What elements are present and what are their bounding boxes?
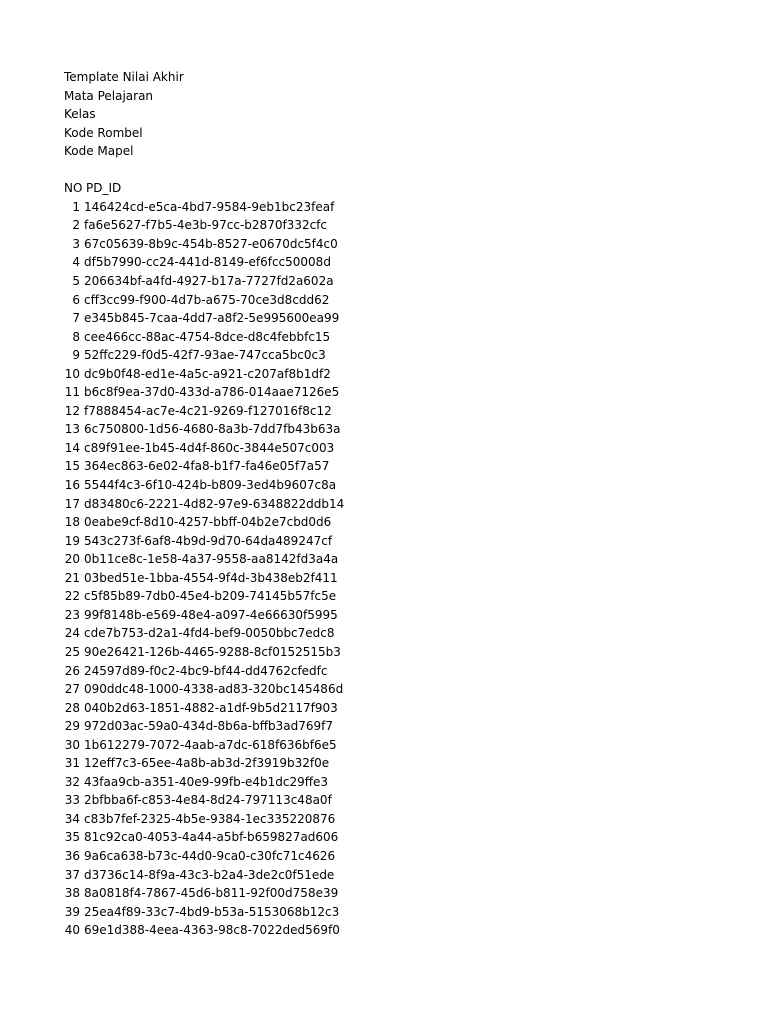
- row-number: 36: [64, 848, 80, 863]
- row-number: 12: [64, 403, 80, 418]
- row-pd-id: 1b612279-7072-4aab-a7dc-618f636bf6e5: [84, 737, 337, 752]
- column-header-pd-id: PD_ID: [86, 181, 122, 196]
- table-row: [64, 365, 744, 384]
- row-number: 13: [64, 422, 80, 437]
- row-number: 24: [64, 626, 80, 641]
- row-number: 2: [72, 218, 80, 233]
- table-row: [64, 680, 744, 699]
- row-pd-id: d83480c6-2221-4d82-97e9-6348822ddb14: [84, 496, 345, 511]
- table-row: [64, 662, 744, 681]
- row-pd-id: 24597d89-f0c2-4bc9-bf44-dd4762cfedfc: [84, 663, 328, 678]
- row-pd-id: 543c273f-6af8-4b9d-9d70-64da489247cf: [84, 533, 333, 548]
- row-pd-id: 90e26421-126b-4465-9288-8cf0152515b3: [84, 644, 341, 659]
- row-pd-id: fa6e5627-f7b5-4e3b-97cc-b2870f332cfc: [84, 218, 328, 233]
- row-number: 4: [72, 255, 80, 270]
- table-row: [64, 847, 744, 866]
- row-pd-id: 040b2d63-1851-4882-a1df-9b5d2117f903: [84, 700, 338, 715]
- document: [64, 68, 744, 940]
- row-number: 18: [64, 515, 80, 530]
- table-row: [64, 457, 744, 476]
- table-row: [64, 569, 744, 588]
- row-pd-id: cee466cc-88ac-4754-8dce-d8c4febbfc15: [84, 329, 331, 344]
- row-pd-id: c5f85b89-7db0-45e4-b209-74145b57fc5e: [84, 589, 337, 604]
- table-row: [64, 903, 744, 922]
- table-row: [64, 253, 744, 272]
- row-number: 23: [64, 607, 80, 622]
- table-row: [64, 420, 744, 439]
- row-pd-id: 03bed51e-1bba-4554-9f4d-3b438eb2f411: [84, 570, 338, 585]
- row-pd-id: 8a0818f4-7867-45d6-b811-92f00d758e39: [84, 886, 339, 901]
- row-number: 19: [64, 533, 80, 548]
- row-pd-id: 12eff7c3-65ee-4a8b-ab3d-2f3919b32f0e: [84, 756, 330, 771]
- row-number: 8: [72, 329, 80, 344]
- table-row: [64, 736, 744, 755]
- row-pd-id: 43faa9cb-a351-40e9-99fb-e4b1dc29ffe3: [84, 774, 329, 789]
- row-pd-id: f7888454-ac7e-4c21-9269-f127016f8c12: [84, 403, 332, 418]
- row-number: 27: [64, 682, 80, 697]
- blank-line: [64, 161, 744, 180]
- row-pd-id: 090ddc48-1000-4338-ad83-320bc145486d: [84, 682, 344, 697]
- table-row: [64, 884, 744, 903]
- table-row: [64, 532, 744, 551]
- row-pd-id: 69e1d388-4eea-4363-98c8-7022ded569f0: [84, 923, 340, 938]
- subject-code-label: Kode Mapel: [64, 144, 134, 159]
- table-row: [64, 235, 744, 254]
- table-row: [64, 402, 744, 421]
- row-number: 31: [64, 756, 80, 771]
- row-number: 22: [64, 589, 80, 604]
- table-row: [64, 921, 744, 940]
- row-pd-id: 2bfbba6f-c853-4e84-8d24-797113c48a0f: [84, 793, 332, 808]
- row-pd-id: b6c8f9ea-37d0-433d-a786-014aae7126e5: [84, 385, 340, 400]
- table-row: [64, 383, 744, 402]
- row-pd-id: cff3cc99-f900-4d7b-a675-70ce3d8cdd62: [84, 292, 330, 307]
- row-pd-id: 6c750800-1d56-4680-8a3b-7dd7fb43b63a: [84, 422, 341, 437]
- table-row: [64, 439, 744, 458]
- row-number: 14: [64, 440, 80, 455]
- table-row: [64, 272, 744, 291]
- row-pd-id: 5544f4c3-6f10-424b-b809-3ed4b9607c8a: [84, 478, 337, 493]
- row-number: 39: [64, 904, 80, 919]
- row-number: 9: [72, 348, 80, 363]
- row-pd-id: df5b7990-cc24-441d-8149-ef6fcc50008d: [84, 255, 331, 270]
- row-number: 32: [64, 774, 80, 789]
- table-row: [64, 198, 744, 217]
- row-number: 37: [64, 867, 80, 882]
- row-pd-id: 206634bf-a4fd-4927-b17a-7727fd2a602a: [84, 274, 334, 289]
- row-number: 10: [64, 366, 80, 381]
- table-row: [64, 550, 744, 569]
- row-number: 34: [64, 811, 80, 826]
- row-pd-id: 52ffc229-f0d5-42f7-93ae-747cca5bc0c3: [84, 348, 326, 363]
- row-pd-id: 99f8148b-e569-48e4-a097-4e66630f5995: [84, 607, 338, 622]
- row-number: 33: [64, 793, 80, 808]
- row-number: 29: [64, 719, 80, 734]
- row-pd-id: c83b7fef-2325-4b5e-9384-1ec335220876: [84, 811, 336, 826]
- row-number: 30: [64, 737, 80, 752]
- row-pd-id: d3736c14-8f9a-43c3-b2a4-3de2c0f51ede: [84, 867, 335, 882]
- table-row: [64, 866, 744, 885]
- row-number: 40: [64, 923, 80, 938]
- row-number: 15: [64, 459, 80, 474]
- row-number: 1: [72, 199, 80, 214]
- table-row: [64, 606, 744, 625]
- row-number: 5: [72, 274, 80, 289]
- table-row: [64, 291, 744, 310]
- table-header: [64, 179, 744, 198]
- table-row: [64, 754, 744, 773]
- table-row: [64, 216, 744, 235]
- row-number: 35: [64, 830, 80, 845]
- row-number: 38: [64, 886, 80, 901]
- row-pd-id: cde7b753-d2a1-4fd4-bef9-0050bbc7edc8: [84, 626, 335, 641]
- row-pd-id: 0b11ce8c-1e58-4a37-9558-aa8142fd3a4a: [84, 552, 339, 567]
- row-pd-id: e345b845-7caa-4dd7-a8f2-5e995600ea99: [84, 311, 340, 326]
- row-number: 25: [64, 644, 80, 659]
- table-row: [64, 643, 744, 662]
- row-pd-id: dc9b0f48-ed1e-4a5c-a921-c207af8b1df2: [84, 366, 331, 381]
- table-row: [64, 513, 744, 532]
- table-row: [64, 791, 744, 810]
- row-number: 7: [72, 311, 80, 326]
- row-pd-id: 972d03ac-59a0-434d-8b6a-bffb3ad769f7: [84, 719, 333, 734]
- table-row: [64, 624, 744, 643]
- row-number: 20: [64, 552, 80, 567]
- table-body: [64, 198, 744, 940]
- row-number: 6: [72, 292, 80, 307]
- row-number: 26: [64, 663, 80, 678]
- row-pd-id: 25ea4f89-33c7-4bd9-b53a-5153068b12c3: [84, 904, 340, 919]
- table-row: [64, 699, 744, 718]
- class-label: Kelas: [64, 107, 96, 122]
- row-number: 16: [64, 478, 80, 493]
- row-number: 3: [72, 236, 80, 251]
- table-row: [64, 717, 744, 736]
- group-code-label: Kode Rombel: [64, 125, 143, 140]
- table-row: [64, 495, 744, 514]
- row-pd-id: 0eabe9cf-8d10-4257-bbff-04b2e7cbd0d6: [84, 515, 332, 530]
- row-pd-id: 81c92ca0-4053-4a44-a5bf-b659827ad606: [84, 830, 339, 845]
- table-row: [64, 328, 744, 347]
- table-row: [64, 810, 744, 829]
- table-row: [64, 309, 744, 328]
- row-pd-id: 364ec863-6e02-4fa8-b1f7-fa46e05f7a57: [84, 459, 330, 474]
- row-number: 28: [64, 700, 80, 715]
- column-header-no: NO: [64, 181, 83, 196]
- row-pd-id: 67c05639-8b9c-454b-8527-e0670dc5f4c0: [84, 236, 338, 251]
- document-title: Template Nilai Akhir: [64, 70, 184, 84]
- row-number: 17: [64, 496, 80, 511]
- subject-label: Mata Pelajaran: [64, 88, 154, 103]
- row-number: 21: [64, 570, 80, 585]
- table-row: [64, 828, 744, 847]
- row-pd-id: 146424cd-e5ca-4bd7-9584-9eb1bc23feaf: [84, 199, 335, 214]
- row-number: 11: [64, 385, 80, 400]
- table-row: [64, 476, 744, 495]
- row-pd-id: c89f91ee-1b45-4d4f-860c-3844e507c003: [84, 440, 335, 455]
- table-row: [64, 346, 744, 365]
- table-row: [64, 587, 744, 606]
- row-pd-id: 9a6ca638-b73c-44d0-9ca0-c30fc71c4626: [84, 848, 336, 863]
- table-row: [64, 773, 744, 792]
